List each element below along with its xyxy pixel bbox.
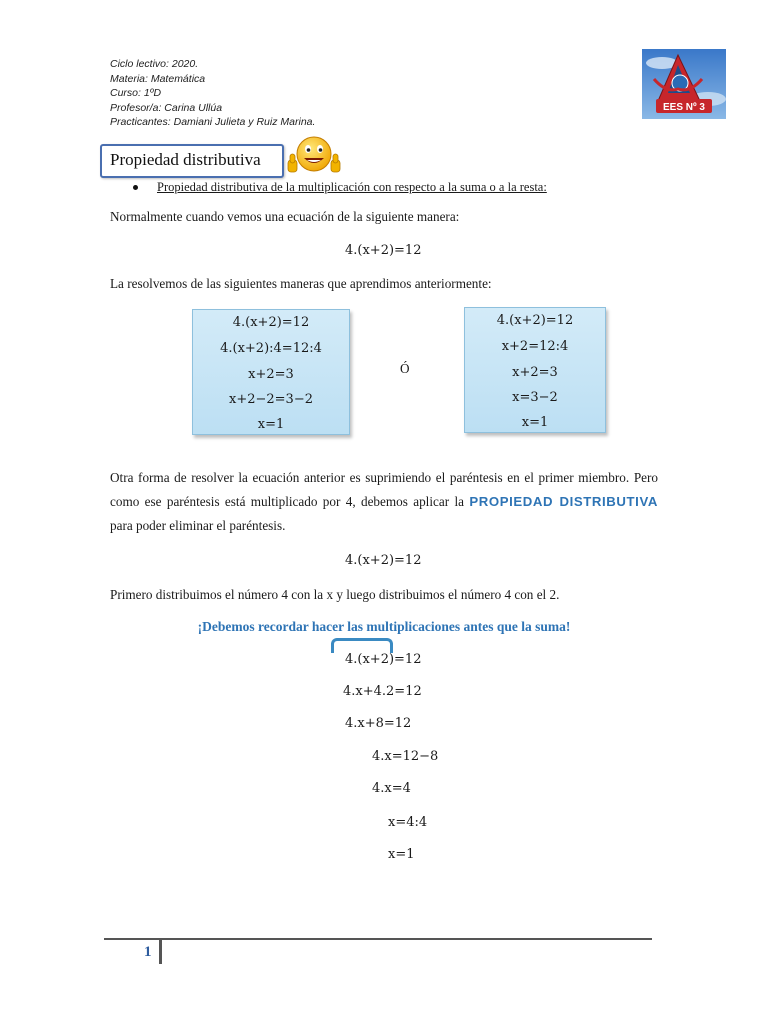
box-right-line: x+2=3 xyxy=(512,365,558,380)
reminder-heading: ¡Debemos recordar hacer las multiplicaciones antes que la suma! xyxy=(197,619,571,634)
bullet-dot-icon xyxy=(133,185,138,190)
step-line: x=4:4 xyxy=(388,815,428,830)
explanation-text-1: Otra forma de resolver la ecuación anterior es suprimiendo el paréntesis en el primer miembro. Pero como ese paréntesis está multiplicado por 4, debemos aplicar la xyxy=(110,470,658,509)
logo-text: EES Nº 3 xyxy=(662,102,706,113)
box-right-line: 4.(x+2)=12 xyxy=(496,313,574,328)
bullet-text: Propiedad distributiva de la multiplicación con respecto a la suma o a la resta: xyxy=(157,180,547,194)
step-line: x=1 xyxy=(388,847,415,862)
step-line: 4.x=12−8 xyxy=(372,749,439,764)
method-box-right xyxy=(464,307,606,433)
header-line-practitioners: Practicantes: Damiani Julieta y Ruiz Marina. xyxy=(110,116,316,129)
box-right-line: x=3−2 xyxy=(512,390,558,405)
step-line: 4.(x+2)=12 xyxy=(345,652,422,667)
footer-divider xyxy=(159,940,162,964)
resolve-text: La resolvemos de las siguientes maneras que aprendimos anteriormente: xyxy=(110,276,492,291)
smiley-thumbs-up-icon xyxy=(286,132,342,180)
equation-main: 4.(x+2)=12 xyxy=(345,243,422,258)
box-left-line: x+2−2=3−2 xyxy=(229,392,313,407)
box-left-line: x=1 xyxy=(257,417,285,432)
explanation-text-2: para poder eliminar el paréntesis. xyxy=(110,518,286,533)
explanation-paragraph xyxy=(110,466,658,538)
header-line-subject: Materia: Matemática xyxy=(110,72,206,85)
box-right-line: x=1 xyxy=(521,415,549,430)
method-box-left xyxy=(192,309,350,435)
equation-repeat: 4.(x+2)=12 xyxy=(345,553,422,568)
header-line-course: Curso: 1ºD xyxy=(110,87,162,100)
or-label: Ó xyxy=(400,361,410,376)
box-left-line: 4.(x+2)=12 xyxy=(232,315,310,330)
footer-rule xyxy=(104,938,652,940)
step-line: 4.x+4.2=12 xyxy=(343,684,422,699)
highlight-term: PROPIEDAD DISTRIBUTIVA xyxy=(469,494,658,509)
page-number: 1 xyxy=(144,944,152,960)
section-title: Propiedad distributiva xyxy=(110,150,261,169)
step-line: 4.x=4 xyxy=(372,781,411,796)
step-line: 4.x+8=12 xyxy=(345,716,412,731)
section-title-box xyxy=(100,144,284,178)
header-line-teacher: Profesor/a: Carina Ullúa xyxy=(110,101,223,114)
distribution-arrow-icon xyxy=(331,638,393,653)
document-header xyxy=(110,57,315,130)
box-left-line: 4.(x+2):4=12:4 xyxy=(220,341,322,356)
box-right-line: x+2=12:4 xyxy=(501,339,569,354)
distribute-text: Primero distribuimos el número 4 con la x y luego distribuimos el número 4 con el 2. xyxy=(110,587,560,602)
header-line-year: Ciclo lectivo: 2020. xyxy=(110,58,199,70)
box-left-line: x+2=3 xyxy=(248,367,294,382)
intro-text: Normalmente cuando vemos una ecuación de la siguiente manera: xyxy=(110,209,460,224)
school-logo xyxy=(642,49,726,119)
